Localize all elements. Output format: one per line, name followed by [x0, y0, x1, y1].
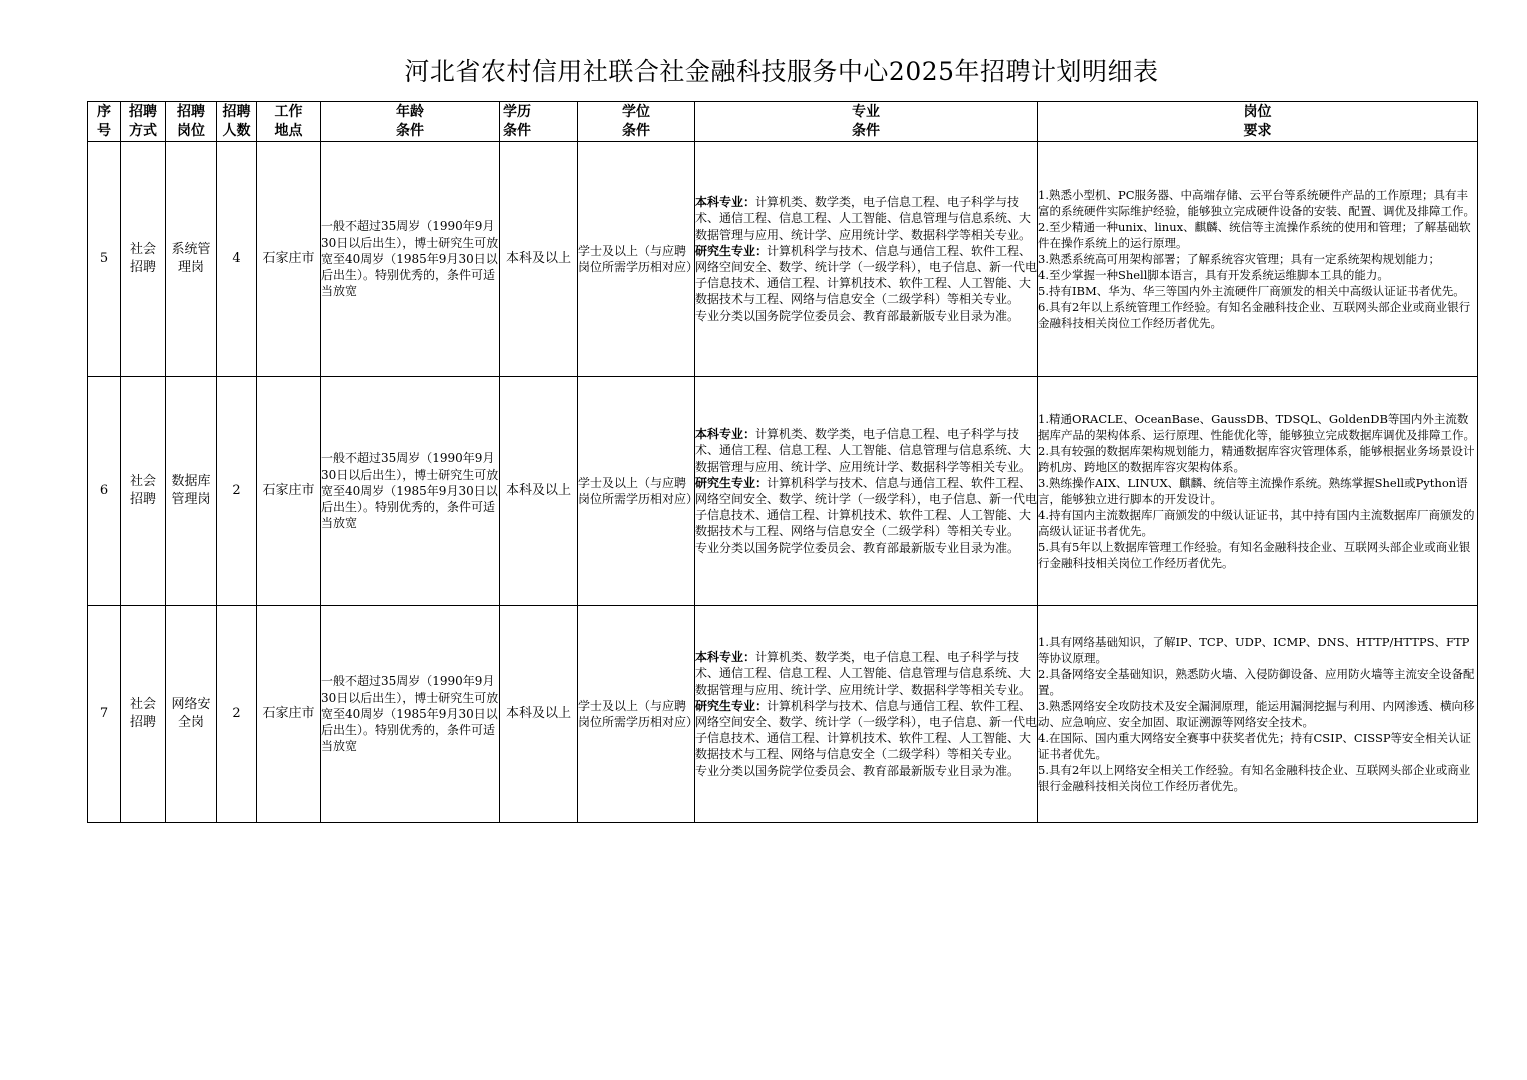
header-degree: 学位 条件 [578, 102, 695, 142]
undergrad-label: 本科专业： [695, 427, 756, 442]
table-row [88, 377, 1478, 606]
cell-degree: 学士及以上（与应聘岗位所需学历相对应） [578, 606, 695, 823]
grad-label: 研究生专业： [695, 475, 768, 490]
page-title: 河北省农村信用社联合社金融科技服务中心2025年招聘计划明细表 [404, 57, 1159, 86]
header-location: 工作 地点 [257, 102, 321, 142]
cell-method: 社会 招聘 [121, 142, 166, 377]
cell-no: 5 [88, 142, 121, 377]
header-count: 招聘 人数 [217, 102, 257, 142]
table-header-row [88, 102, 1478, 142]
cell-method: 社会 招聘 [121, 606, 166, 823]
header-age: 年龄 条件 [321, 102, 500, 142]
cell-location: 石家庄市 [257, 142, 321, 377]
cell-count: 2 [217, 377, 257, 606]
cell-education: 本科及以上 [500, 606, 578, 823]
cell-location: 石家庄市 [257, 377, 321, 606]
header-no: 序 号 [88, 102, 121, 142]
header-position: 招聘 岗位 [166, 102, 217, 142]
table-row [88, 606, 1478, 823]
cell-requirements: 1.精通ORACLE、OceanBase、GaussDB、TDSQL、GoldenDB等国内外主流数据库产品的架构体系、运行原理、性能优化等，能够独立完成数据库调优及排障工作。 2.具有较强的数据库架构规划能力，精通数据库容灾管理体系，能够根据业务场景设计跨机房、跨地区的数据库容灾架构体系。 3.熟练操作AIX、LINUX、麒麟、统信等主流操作系统。熟练掌握Shell或Python语言，能够独立进行脚本的开发设计。 4.持有国内主流数据库厂商颁发的中级认证证书，其中持有国内主流数据库厂商颁发的高级认证证书者优先。 5.具有5年以上数据库管理工作经验。有知名金融科技企业、互联网头部企业或商业银行金融科技相关岗位工作经历者优先。 [1038, 377, 1478, 606]
undergrad-label: 本科专业： [695, 650, 756, 665]
cell-major: 本科专业：计算机类、数学类，电子信息工程、电子科学与技术、通信工程、信息工程、人工智能、信息管理与信息系统、大数据管理与应用、统计学、应用统计学、数据科学等相关专业。 研究生专业：计算机科学与技术、信息与通信工程、软件工程、网络空间安全、数学、统计学（一级学科），电子信息、新一代电子信息技术、通信工程、计算机技术、软件工程、人工智能、大数据技术与工程、网络与信息安全（二级学科）等相关专业。 专业分类以国务院学位委员会、教育部最新版专业目录为准。 [695, 606, 1038, 823]
undergrad-label: 本科专业： [695, 195, 756, 210]
cell-position: 网络安 全岗 [166, 606, 217, 823]
header-requirements: 岗位 要求 [1038, 102, 1478, 142]
cell-education: 本科及以上 [500, 377, 578, 606]
grad-label: 研究生专业： [695, 698, 768, 713]
cell-no: 7 [88, 606, 121, 823]
cell-method: 社会 招聘 [121, 377, 166, 606]
cell-degree: 学士及以上（与应聘岗位所需学历相对应） [578, 377, 695, 606]
cell-major: 本科专业：计算机类、数学类，电子信息工程、电子科学与技术、通信工程、信息工程、人工智能、信息管理与信息系统、大数据管理与应用、统计学、应用统计学、数据科学等相关专业。 研究生专业：计算机科学与技术、信息与通信工程、软件工程、网络空间安全、数学、统计学（一级学科），电子信息、新一代电子信息技术、通信工程、计算机技术、软件工程、人工智能、大数据技术与工程、网络与信息安全（二级学科）等相关专业。 专业分类以国务院学位委员会、教育部最新版专业目录为准。 [695, 142, 1038, 377]
recruitment-plan-table [87, 101, 1478, 823]
cell-age: 一般不超过35周岁（1990年9月30日以后出生），博士研究生可放宽至40周岁（1985年9月30日以后出生）。特别优秀的，条件可适当放宽 [321, 142, 500, 377]
cell-requirements: 1.熟悉小型机、PC服务器、中高端存储、云平台等系统硬件产品的工作原理；具有丰富的系统硬件实际维护经验，能够独立完成硬件设备的安装、配置、调优及排障工作。 2.至少精通一种unix、linux、麒麟、统信等主流操作系统的使用和管理；了解基础软件在操作系统上的运行原理。 3.熟悉系统高可用架构部署；了解系统容灾管理；具有一定系统架构规划能力； 4.至少掌握一种Shell脚本语言，具有开发系统运维脚本工具的能力。 5.持有IBM、华为、华三等国内外主流硬件厂商颁发的相关中高级认证证书者优先。 6.具有2年以上系统管理工作经验。有知名金融科技企业、互联网头部企业或商业银行金融科技相关岗位工作经历者优先。 [1038, 142, 1478, 377]
cell-age: 一般不超过35周岁（1990年9月30日以后出生），博士研究生可放宽至40周岁（1985年9月30日以后出生）。特别优秀的，条件可适当放宽 [321, 606, 500, 823]
cell-position: 系统管 理岗 [166, 142, 217, 377]
cell-degree: 学士及以上（与应聘岗位所需学历相对应） [578, 142, 695, 377]
cell-location: 石家庄市 [257, 606, 321, 823]
cell-position: 数据库 管理岗 [166, 377, 217, 606]
header-method: 招聘 方式 [121, 102, 166, 142]
table-row [88, 142, 1478, 377]
cell-count: 4 [217, 142, 257, 377]
header-education: 学历 条件 [500, 102, 578, 142]
cell-requirements: 1.具有网络基础知识，了解IP、TCP、UDP、ICMP、DNS、HTTP/HTTPS、FTP等协议原理。 2.具备网络安全基础知识，熟悉防火墙、入侵防御设备、应用防火墙等主流安全设备配置。 3.熟悉网络安全攻防技术及安全漏洞原理，能运用漏洞挖掘与利用、内网渗透、横向移动、应急响应、安全加固、取证溯源等网络安全技术。 4.在国际、国内重大网络安全赛事中获奖者优先；持有CSIP、CISSP等安全相关认证证书者优先。 5.具有2年以上网络安全相关工作经验。有知名金融科技企业、互联网头部企业或商业银行金融科技相关岗位工作经历者优先。 [1038, 606, 1478, 823]
cell-count: 2 [217, 606, 257, 823]
header-major: 专业 条件 [695, 102, 1038, 142]
cell-age: 一般不超过35周岁（1990年9月30日以后出生），博士研究生可放宽至40周岁（1985年9月30日以后出生）。特别优秀的，条件可适当放宽 [321, 377, 500, 606]
cell-no: 6 [88, 377, 121, 606]
cell-education: 本科及以上 [500, 142, 578, 377]
grad-label: 研究生专业： [695, 243, 768, 258]
cell-major: 本科专业：计算机类、数学类，电子信息工程、电子科学与技术、通信工程、信息工程、人工智能、信息管理与信息系统、大数据管理与应用、统计学、应用统计学、数据科学等相关专业。 研究生专业：计算机科学与技术、信息与通信工程、软件工程、网络空间安全、数学、统计学（一级学科），电子信息、新一代电子信息技术、通信工程、计算机技术、软件工程、人工智能、大数据技术与工程、网络与信息安全（二级学科）等相关专业。 专业分类以国务院学位委员会、教育部最新版专业目录为准。 [695, 377, 1038, 606]
